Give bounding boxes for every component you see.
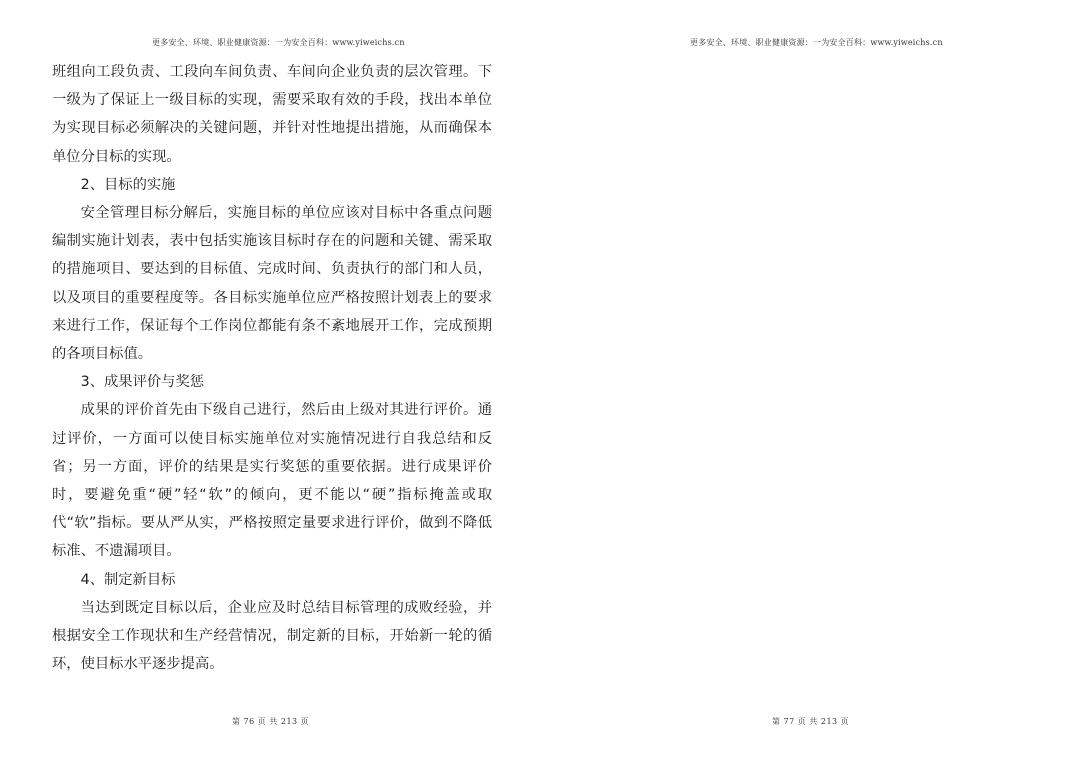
paragraph-evaluation: 成果的评价首先由下级自己进行，然后由上级对其进行评价。通过评价，一方面可以使目标实施单位对实施情况进行自我总结和反省；另一方面，评价的结果是实行奖惩的重要依据。进行成果评价时，要避免重“硬”轻“软”的倾向，更不能以“硬”指标掩盖或取代“软”指标。要从严从实，严格按照定量要求进行评价，做到不降低标准、不遗漏项目。 — [52, 402, 492, 560]
right-page — [540, 0, 1080, 763]
page-number: 第 76 页 共 213 页 — [232, 717, 310, 726]
page-header: 更多安全、环境、职业健康资源：一为安全百科：www.yiweichs.cn — [690, 38, 943, 47]
section-heading-3: 3、成果评价与奖惩 — [80, 374, 205, 391]
paragraph-new-target: 当达到既定目标以后，企业应及时总结目标管理的成败经验，并根据安全工作现状和生产经营情况，制定新的目标，开始新一轮的循环，使目标水平逐步提高。 — [52, 599, 492, 673]
page-header: 更多安全、环境、职业健康资源：一为安全百科：www.yiweichs.cn — [152, 38, 405, 47]
section-heading-2: 2、目标的实施 — [80, 176, 176, 193]
section-heading-4: 4、制定新目标 — [80, 571, 176, 588]
paragraph-target-implementation: 安全管理目标分解后，实施目标的单位应该对目标中各重点问题编制实施计划表，表中包括实施该目标时存在的问题和关键、需采取的措施项目、要达到的目标值、完成时间、负责执行的部门和人员，以及项目的重要程度等。各目标实施单位应严格按照计划表上的要求来进行工作，保证每个工作岗位都能有条不紊地展开工作，完成预期的各项目标值。 — [52, 205, 492, 363]
page-body — [52, 58, 492, 678]
paragraph-continuation: 班组向工段负责、工段向车间负责、车间向企业负责的层次管理。下一级为了保证上一级目标的实现，需要采取有效的手段，找出本单位为实现目标必须解决的关键问题，并针对性地提出措施，从而确保本单位分目标的实现。 — [52, 64, 492, 165]
page-number: 第 77 页 共 213 页 — [772, 717, 850, 726]
